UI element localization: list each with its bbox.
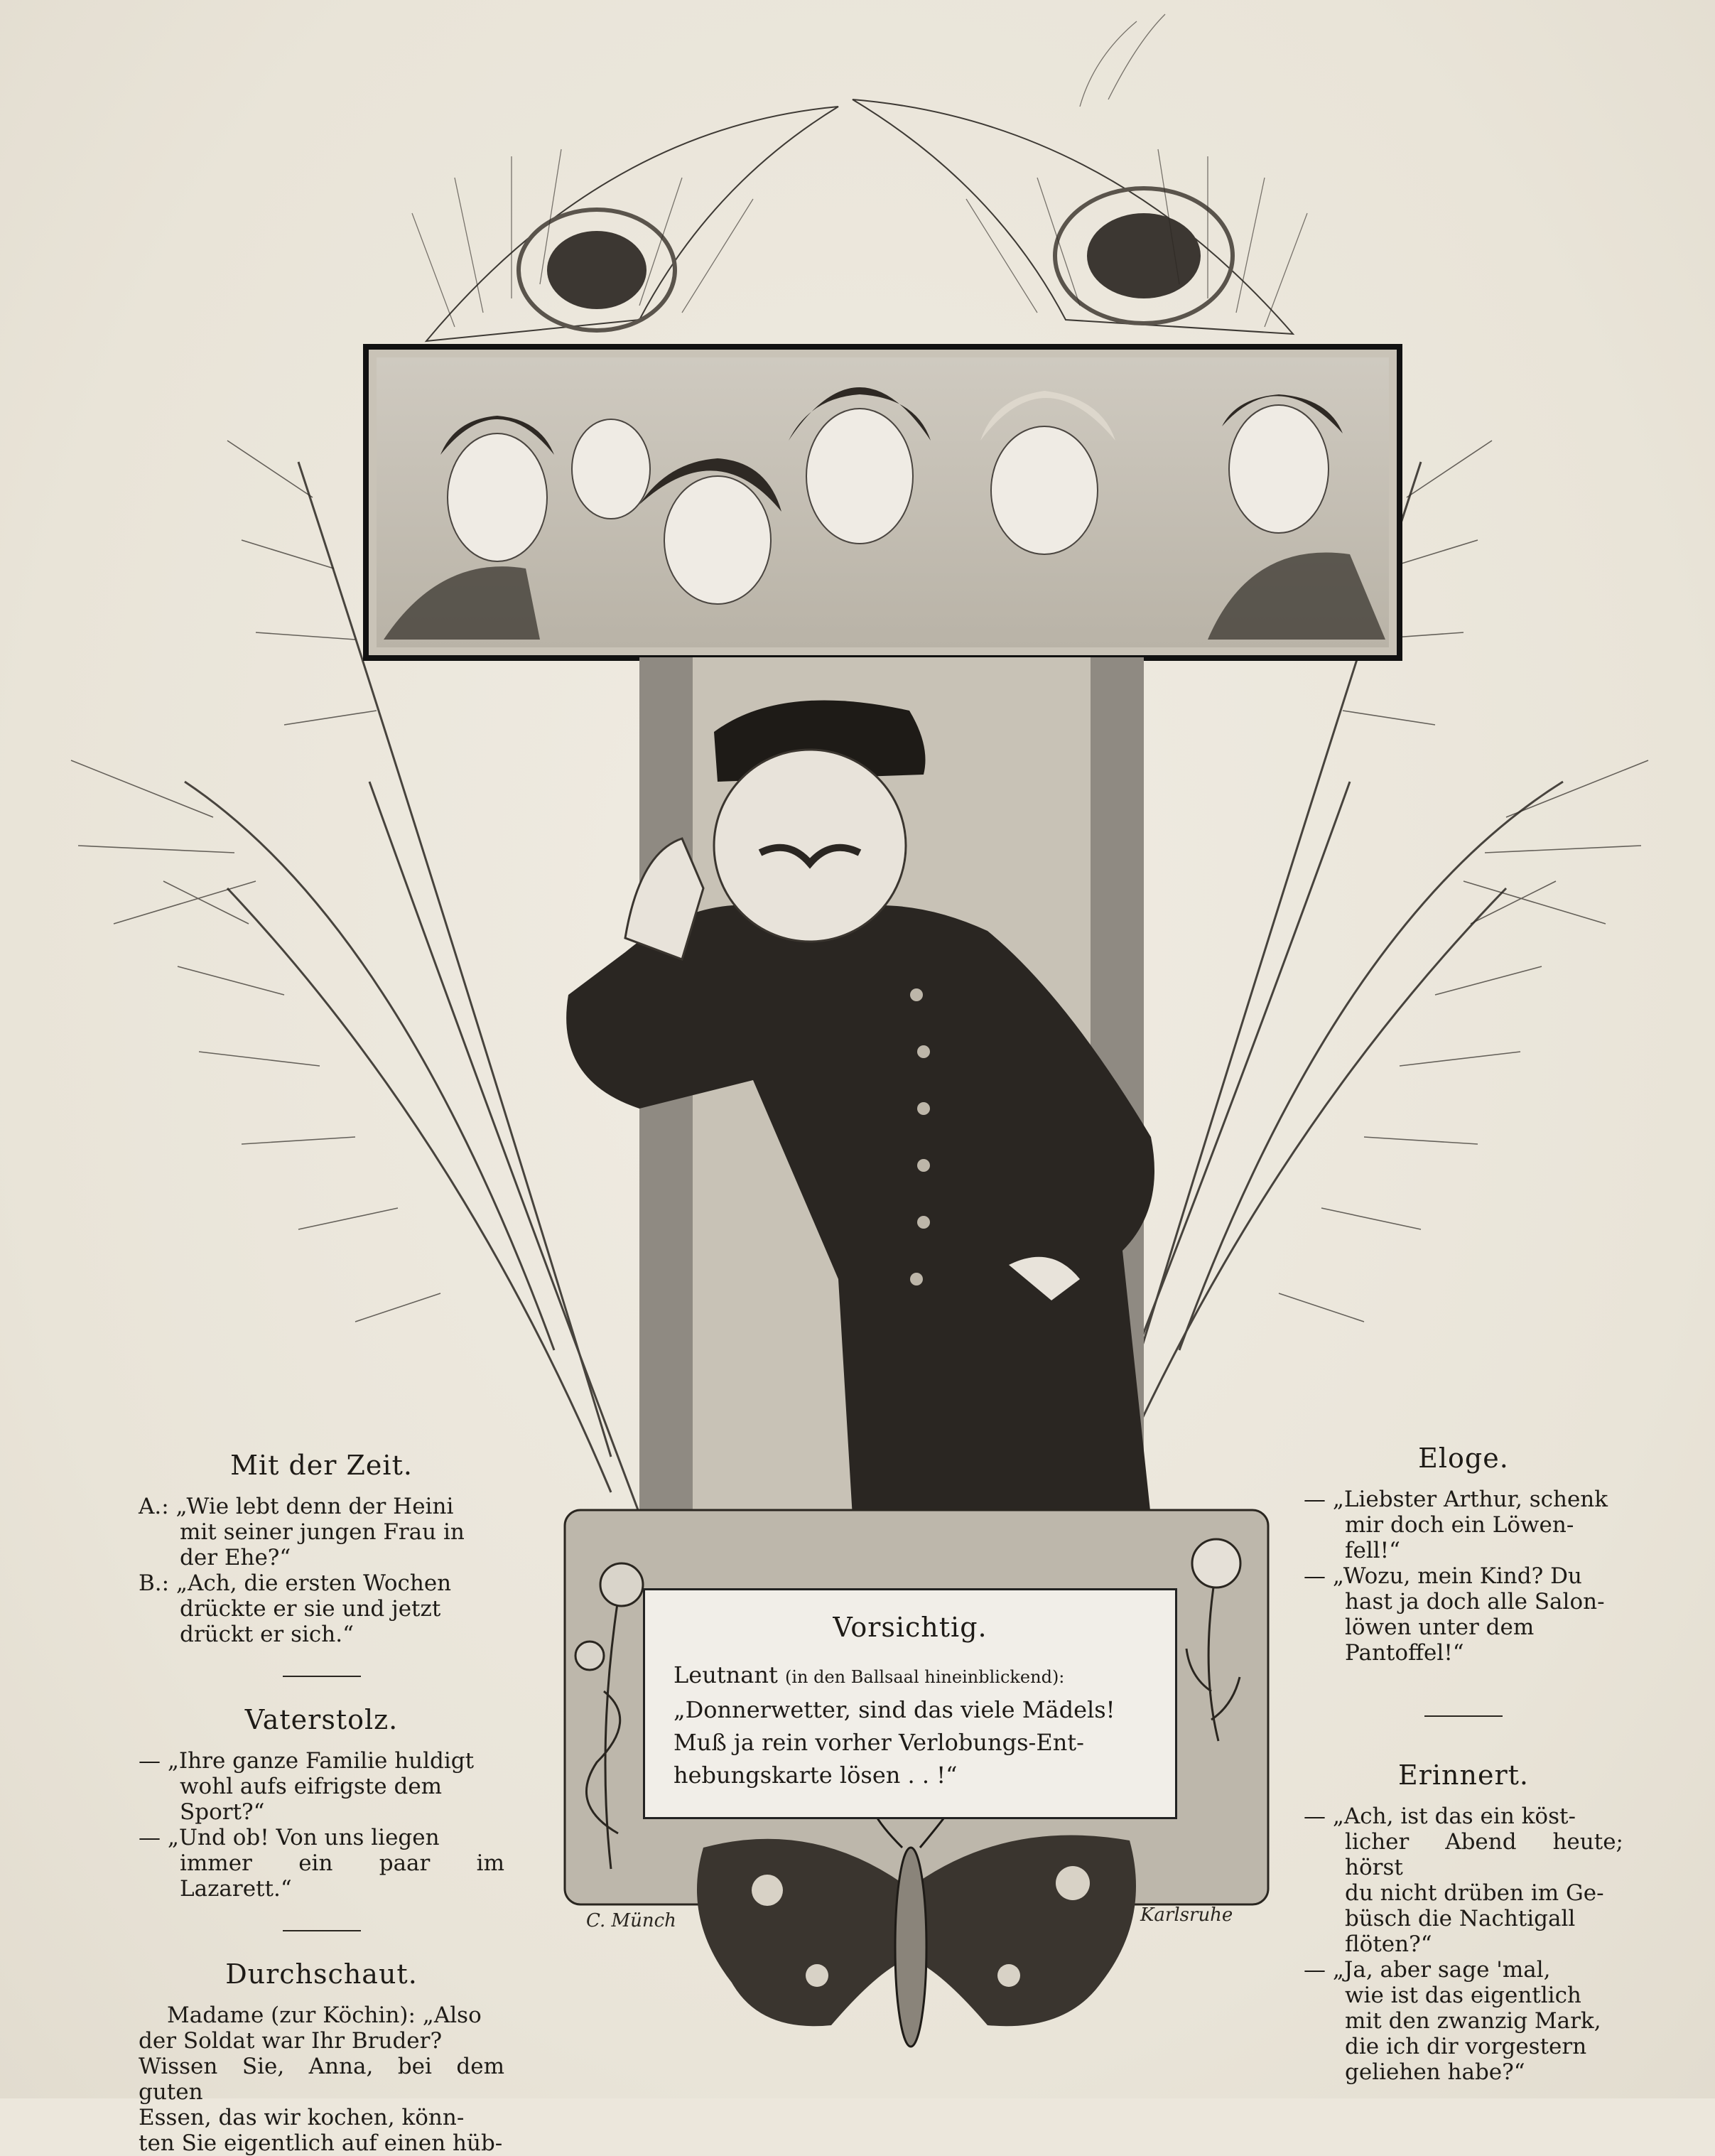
text-line: — „Ach, ist das ein köst- [1304, 1804, 1576, 1829]
caption-stage-direction: (in den Ballsaal hineinblickend): [784, 1667, 1065, 1687]
text-line: wohl aufs eifrigste dem [180, 1774, 443, 1799]
text-line: A.: „Wie lebt denn der Heini [139, 1494, 454, 1519]
artist-signature: C. Münch [586, 1910, 676, 1931]
caption-line-1: „Donnerwetter, sind das viele Mädels! [673, 1696, 1115, 1723]
text-line: ten Sie eigentlich auf einen hüb- [139, 2130, 503, 2156]
text-line: der Soldat war Ihr Bruder? [139, 2028, 443, 2054]
text-line: drückte er sie und jetzt [180, 1596, 441, 1622]
caption-title: Vorsichtig. [833, 1612, 988, 1643]
section-title: Erinnert. [1397, 1759, 1529, 1791]
text-line: Essen, das wir kochen, könn- [139, 2105, 465, 2130]
peacock-feather-icon [426, 99, 1293, 341]
text-line: — „Wozu, mein Kind? Du [1304, 1563, 1582, 1589]
section-divider [1424, 1715, 1503, 1717]
text-line: fell!“ [1345, 1538, 1400, 1563]
caption-line-3: hebungskarte lösen . . !“ [673, 1762, 958, 1789]
text-line: büsch die Nachtigall [1345, 1906, 1576, 1931]
text-line: mit seiner jungen Frau in [180, 1519, 465, 1545]
section-divider [283, 1930, 361, 1931]
text-line: flöten?“ [1345, 1931, 1432, 1957]
place-signature: Karlsruhe [1140, 1904, 1233, 1926]
text-line: der Ehe?“ [180, 1545, 291, 1570]
text-line: Madame (zur Köchin): „Also [167, 2003, 482, 2028]
text-line: B.: „Ach, die ersten Wochen [139, 1570, 452, 1596]
section-title: Vaterstolz. [244, 1704, 399, 1735]
text-line: — „Und ob! Von uns liegen [139, 1825, 440, 1850]
section-title: Eloge. [1418, 1443, 1509, 1474]
text-line: wie ist das eigentlich [1345, 1983, 1581, 2008]
text-line: mir doch ein Löwen- [1345, 1512, 1574, 1538]
text-line: mit den zwanzig Mark, [1345, 2008, 1601, 2034]
text-line: hast ja doch alle Salon- [1345, 1589, 1605, 1615]
text-line: licher Abend heute; hörst [1345, 1829, 1623, 1880]
section-divider [283, 1676, 361, 1677]
left-column [139, 1450, 504, 2156]
text-line: löwen unter dem [1345, 1615, 1535, 1640]
caption-box [643, 1588, 1177, 1819]
text-line: Pantoffel!“ [1345, 1640, 1464, 1666]
text-line: — „Liebster Arthur, schenk [1304, 1487, 1608, 1512]
caption-line-2: Muß ja rein vorher Verlobungs-Ent- [673, 1729, 1084, 1756]
text-line: geliehen habe?“ [1345, 2059, 1525, 2085]
text-line: drückt er sich.“ [180, 1622, 354, 1647]
text-line: — „Ja, aber sage 'mal, [1304, 1957, 1551, 1983]
caption-speaker: Leutnant [673, 1661, 778, 1688]
section-title: Durchschaut. [225, 1958, 418, 1990]
section-title: Mit der Zeit. [230, 1450, 413, 1481]
right-column [1304, 1443, 1623, 2085]
text-line: die ich dir vorgestern [1345, 2034, 1587, 2059]
text-line: immer ein paar im Lazarett.“ [180, 1850, 504, 1902]
text-line: Sport?“ [180, 1799, 265, 1825]
caption-speaker-line [673, 1659, 1147, 1693]
text-line: — „Ihre ganze Familie huldigt [139, 1748, 475, 1774]
text-line: Wissen Sie, Anna, bei dem guten [139, 2054, 504, 2105]
text-line: du nicht drüben im Ge- [1345, 1880, 1604, 1906]
